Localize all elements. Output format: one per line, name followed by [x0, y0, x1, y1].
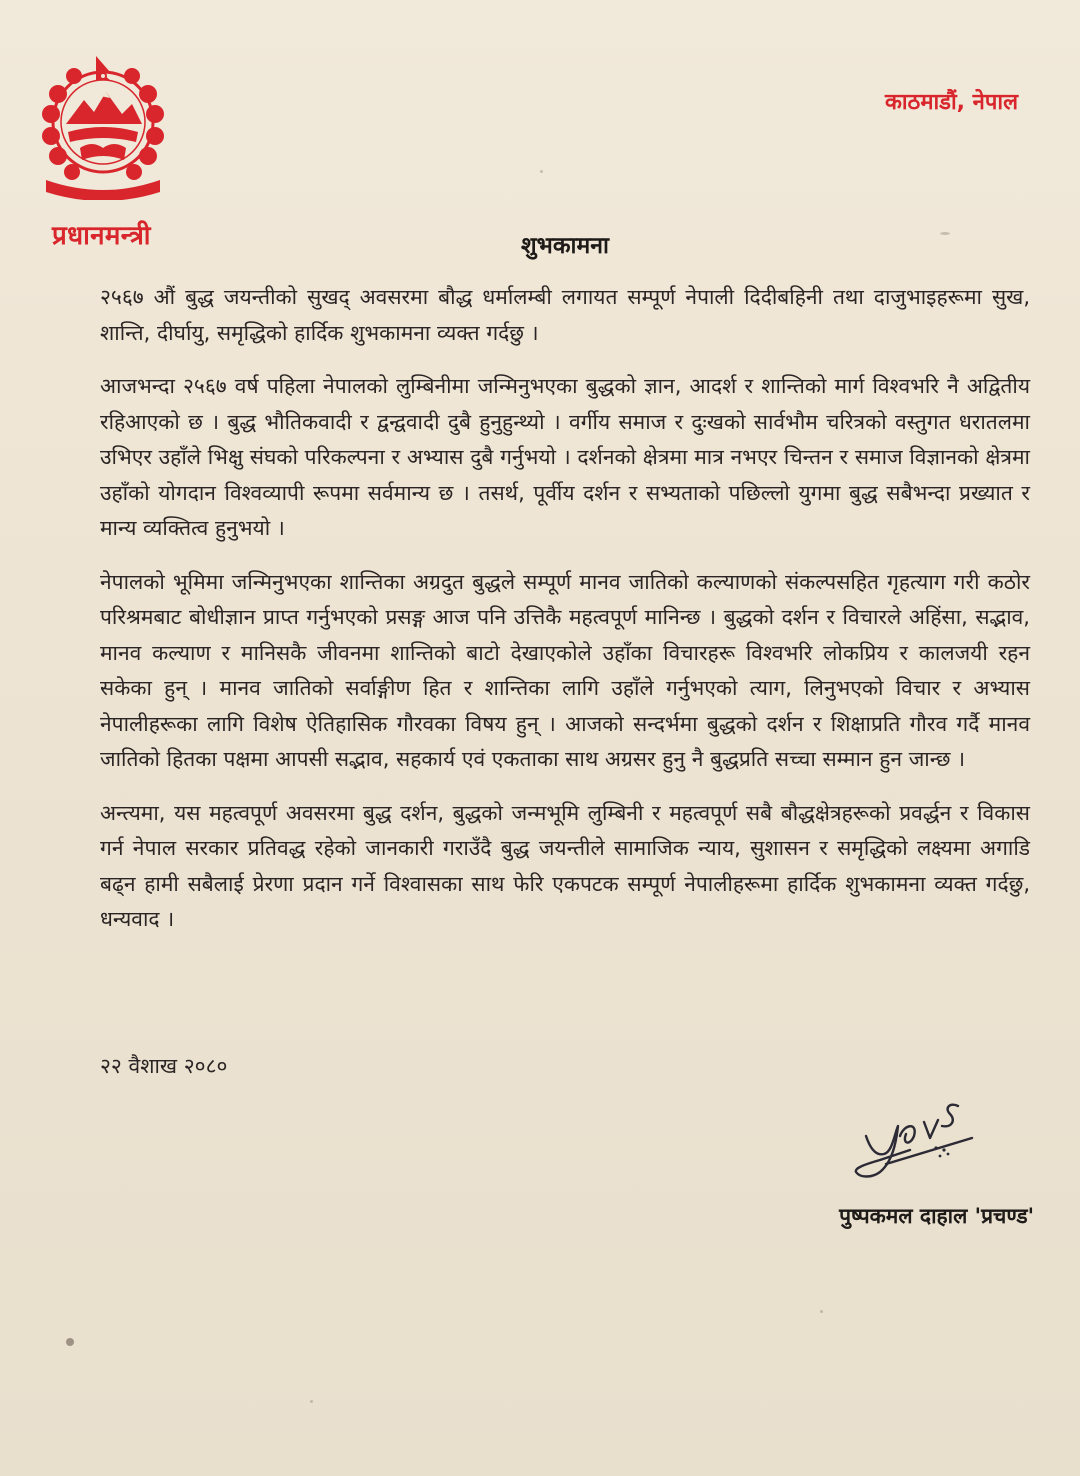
paper-speck: [820, 1310, 823, 1313]
paper-speck: [310, 1400, 313, 1403]
paper-speck: [940, 232, 950, 235]
signatory-name: पुष्पकमल दाहाल 'प्रचण्ड': [839, 1204, 1034, 1228]
letter-body: [100, 280, 1030, 956]
letter-date: २२ वैशाख २०८०: [100, 1054, 228, 1078]
paper-speck: [540, 170, 543, 173]
paragraph: आजभन्दा २५६७ वर्ष पहिला नेपालको लुम्बिनीमा जन्मिनुभएका बुद्धको ज्ञान, आदर्श र शान्तिको मार्ग विश्वभरि नै अद्वितीय रहिआएको छ । बुद्ध भौतिकवादी र द्वन्द्ववादी दुबै हुनुहुन्थ्यो । वर्गीय समाज र दुःखको सार्वभौम चरित्रको वस्तुगत धरातलमा उभिएर उहाँले भिक्षु संघको परिकल्पना र अभ्यास दुबै गर्नुभयो । दर्शनको क्षेत्रमा मात्र नभएर चिन्तन र समाज विज्ञानको क्षेत्रमा उहाँको योगदान विश्वव्यापी रूपमा सर्वमान्य छ । तसर्थ, पूर्वीय दर्शन र सभ्यताको पछिल्लो युगमा बुद्ध सबैभन्दा प्रख्यात र मान्य व्यक्तित्व हुनुभयो ।: [100, 374, 1030, 540]
office-label: प्रधानमन्त्री: [52, 221, 151, 251]
paper-speck: [66, 1338, 74, 1346]
paragraph: अन्त्यमा, यस महत्वपूर्ण अवसरमा बुद्ध दर्शन, बुद्धको जन्मभूमि लुम्बिनी र महत्वपूर्ण सबै बौद्धक्षेत्रहरूको प्रवर्द्धन र विकास गर्न नेपाल सरकार प्रतिवद्ध रहेको जानकारी गराउँदै बुद्ध जयन्तीले सामाजिक न्याय, सुशासन र समृद्धिको लक्ष्यमा अगाडि बढ्न हामी सबैलाई प्रेरणा प्रदान गर्ने विश्वासका साथ फेरि एकपटक सम्पूर्ण नेपालीहरूमा हार्दिक शुभकामना व्यक्त गर्दछु, धन्यवाद ।: [100, 800, 1031, 931]
handwritten-signature: [840, 1092, 1010, 1184]
paragraph: २५६७ औं बुद्ध जयन्तीको सुखद् अवसरमा बौद्ध धर्मालम्बी लगायत सम्पूर्ण नेपाली दिदीबहिनी तथा दाजुभाइहरूमा सुख, शान्ति, दीर्घायु, समृद्धिको हार्दिक शुभकामना व्यक्त गर्दछु ।: [100, 285, 1030, 345]
place-label: काठमाडौं, नेपाल: [884, 90, 1018, 115]
paragraph: नेपालको भूमिमा जन्मिनुभएका शान्तिका अग्रदुत बुद्धले सम्पूर्ण मानव जातिको कल्याणको संकल्पसहित गृहत्याग गरी कठोर परिश्रमबाट बोधीज्ञान प्राप्त गर्नुभएको प्रसङ्ग आज पनि उत्तिकै महत्वपूर्ण मानिन्छ । बुद्धको दर्शन र विचारले अहिंसा, सद्भाव, मानव कल्याण र मानिसकै जीवनमा शान्तिको बाटो देखाएकोले उहाँका विचारहरू विश्वभरि लोकप्रिय र कालजयी रहन सकेका हुन् । मानव जातिको सर्वाङ्गीण हित र शान्तिका लागि उहाँले गर्नुभएको त्याग, लिनुभएको विचार र अभ्यास नेपालीहरूका लागि विशेष ऐतिहासिक गौरवका विषय हुन् । आजको सन्दर्भमा बुद्धको दर्शन र शिक्षाप्रति गौरव गर्दै मानव जातिको हितका पक्षमा आपसी सद्भाव, सहकार्य एवं एकताका साथ अग्रसर हुनु नै बुद्धप्रति सच्चा सम्मान हुन जान्छ ।: [100, 569, 1030, 771]
letter-title: शुभकामना: [521, 233, 609, 259]
nepal-national-emblem-icon: [36, 52, 170, 200]
